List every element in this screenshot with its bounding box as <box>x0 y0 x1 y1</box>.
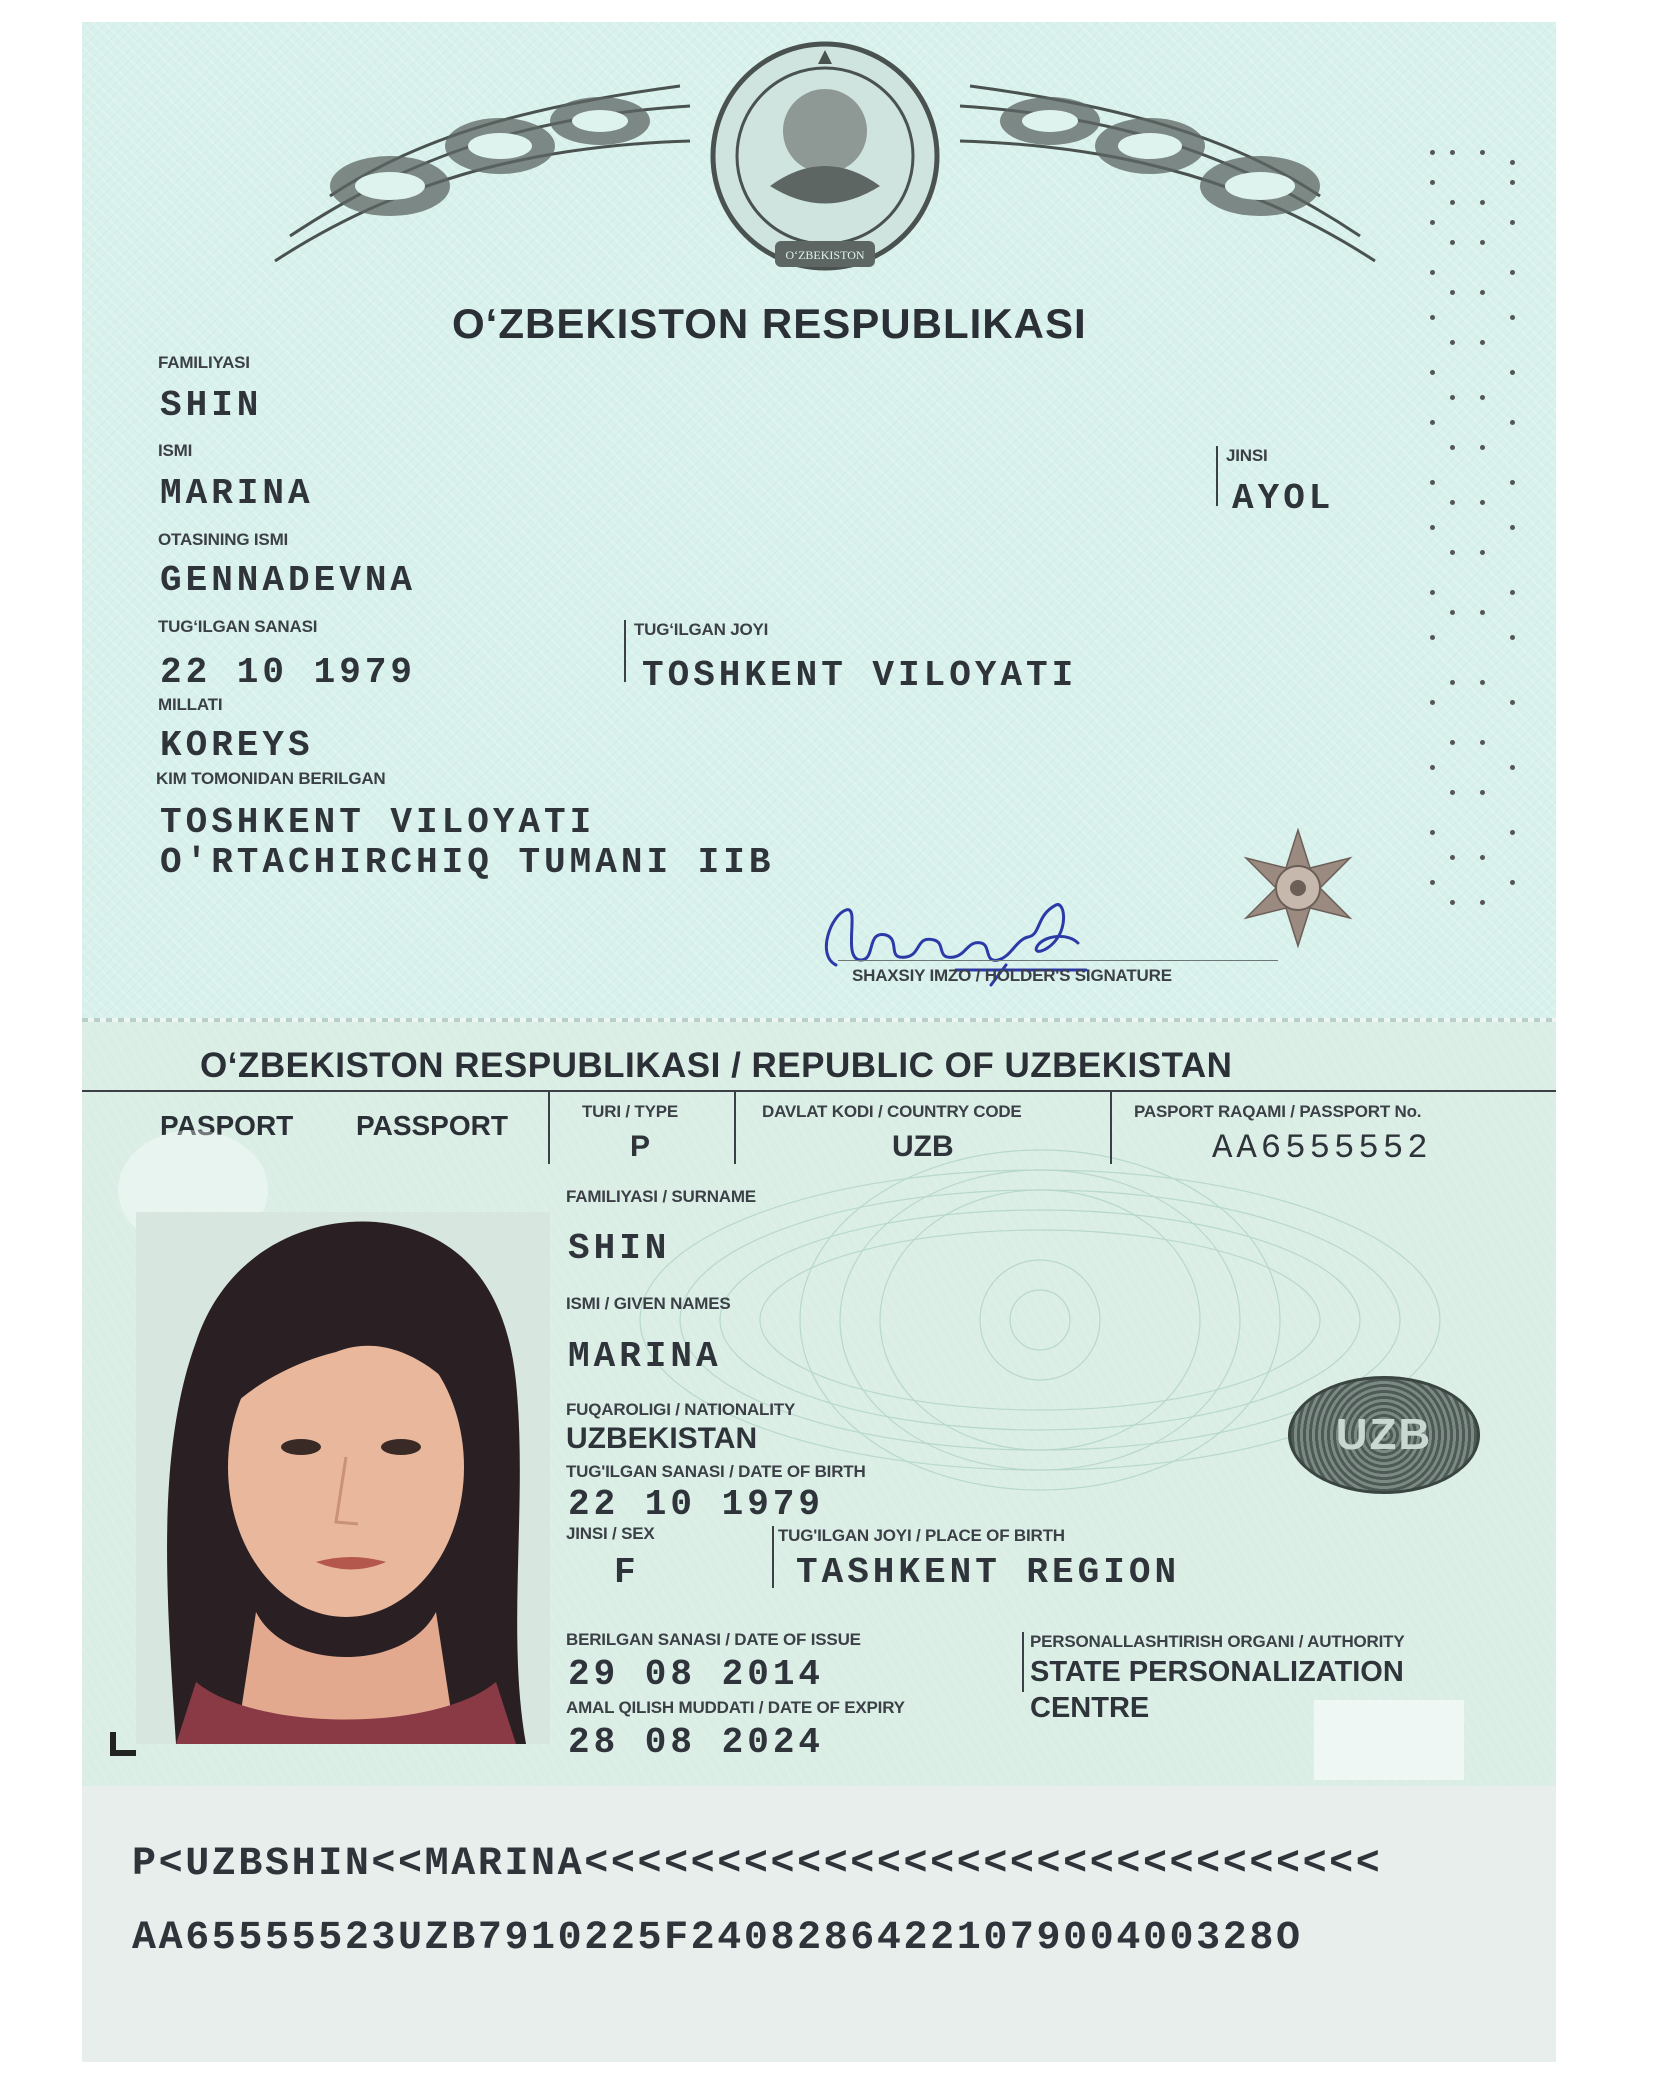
country-title-bottom: O‘ZBEKISTON RESPUBLIKASI / REPUBLIC OF UZBEKISTAN <box>200 1046 1233 1085</box>
divider-authority <box>1022 1632 1024 1692</box>
given-names-value: MARINA <box>568 1336 722 1377</box>
authority-label: PERSONALLASHTIRISH ORGANI / AUTHORITY <box>1030 1632 1405 1651</box>
divider-country-code <box>734 1092 736 1164</box>
issue-date-value: 29 08 2014 <box>568 1654 825 1695</box>
given-names-label: ISMI / GIVEN NAMES <box>566 1294 731 1313</box>
passport-label: PASSPORT <box>356 1110 508 1141</box>
divider-sex <box>1216 446 1218 506</box>
uzb-oval-text: UZB <box>1335 1410 1433 1459</box>
surname-label-uz: FAMILIYASI <box>158 353 250 372</box>
divider-pob <box>624 620 626 682</box>
nationality-value-uz: KOREYS <box>160 725 314 766</box>
surname-value: SHIN <box>568 1228 671 1269</box>
header-rule <box>82 1090 1556 1092</box>
dob-label-uz: TUG‘ILGAN SANASI <box>158 617 318 636</box>
sex-label: JINSI / SEX <box>566 1524 655 1543</box>
signature-line <box>838 960 1278 961</box>
sex-label-uz: JINSI <box>1226 446 1268 465</box>
country-code-value: UZB <box>892 1130 954 1163</box>
patronymic-value: GENNADEVNA <box>160 560 417 601</box>
mrz-line-2: AA65555523UZB7910225F2408286422107900400328O <box>132 1916 1303 1961</box>
nationality-value: UZBEKISTAN <box>566 1422 758 1455</box>
passport-number-perforation <box>1420 140 1530 910</box>
expiry-date-value: 28 08 2024 <box>568 1722 825 1763</box>
emblem-ribbon-text: O‘ZBEKISTON <box>785 248 865 262</box>
nationality-label: FUQAROLIGI / NATIONALITY <box>566 1400 796 1419</box>
dob-label: TUG'ILGAN SANASI / DATE OF BIRTH <box>566 1462 866 1481</box>
mrz-line-1: P<UZBSHIN<<MARINA<<<<<<<<<<<<<<<<<<<<<<<<<<<<<< <box>132 1842 1383 1887</box>
passport-no-value: AA6555552 <box>1212 1130 1432 1168</box>
type-label: TURI / TYPE <box>582 1102 679 1121</box>
pob-label: TUG'ILGAN JOYI / PLACE OF BIRTH <box>778 1526 1065 1545</box>
patronymic-label: OTASINING ISMI <box>158 530 289 549</box>
nationality-label-uz: MILLATI <box>158 695 223 714</box>
issuer-line2: O'RTACHIRCHIQ TUMANI IIB <box>160 842 775 883</box>
surname-label: FAMILIYASI / SURNAME <box>566 1187 756 1206</box>
signature-label: SHAXSIY IMZO / HOLDER'S SIGNATURE <box>852 966 1172 985</box>
issue-date-label: BERILGAN SANASI / DATE OF ISSUE <box>566 1630 861 1649</box>
sex-value-uz: AYOL <box>1232 478 1335 519</box>
expiry-date-label: AMAL QILISH MUDDATI / DATE OF EXPIRY <box>566 1698 905 1717</box>
authority-line2: CENTRE <box>1030 1692 1150 1724</box>
hologram-patch <box>1314 1700 1464 1780</box>
uzb-oval-stamp <box>1288 1376 1480 1494</box>
authority-line1: STATE PERSONALIZATION <box>1030 1656 1404 1688</box>
issuer-line1: TOSHKENT VILOYATI <box>160 802 596 843</box>
security-rosette <box>1238 828 1358 948</box>
pob-label-uz: TUG‘ILGAN JOYI <box>634 620 769 639</box>
pob-value-uz: TOSHKENT VILOYATI <box>642 655 1078 696</box>
divider-pob-en <box>772 1526 774 1588</box>
country-code-label: DAVLAT KODI / COUNTRY CODE <box>762 1102 1022 1121</box>
pob-value: TASHKENT REGION <box>796 1552 1181 1593</box>
type-value: P <box>630 1130 651 1163</box>
sex-value: F <box>614 1552 640 1593</box>
name-label-uz: ISMI <box>158 441 193 460</box>
country-title-top: O‘ZBEKISTON RESPUBLIKASI <box>452 300 1087 347</box>
divider-type <box>548 1092 550 1164</box>
name-value-uz: MARINA <box>160 473 314 514</box>
passport-no-label: PASPORT RAQAMI / PASSPORT No. <box>1134 1102 1422 1121</box>
holder-photo <box>136 1212 550 1744</box>
photo-corner-mark-base <box>110 1750 136 1756</box>
issuer-label-uz: KIM TOMONIDAN BERILGAN <box>156 769 386 788</box>
dob-value-uz: 22 10 1979 <box>160 652 417 693</box>
state-emblem-ornament <box>270 36 1380 296</box>
divider-passport-no <box>1110 1092 1112 1164</box>
pasport-label: PASPORT <box>160 1110 294 1141</box>
surname-value-uz: SHIN <box>160 385 263 426</box>
dob-value: 22 10 1979 <box>568 1484 825 1525</box>
